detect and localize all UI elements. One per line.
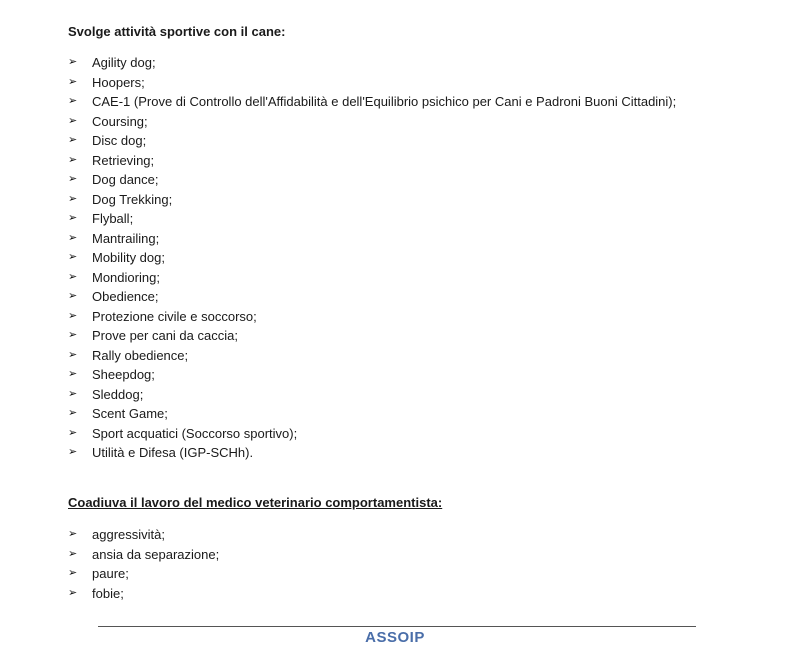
arrow-bullet-icon: ➢ xyxy=(68,329,78,341)
arrow-bullet-icon: ➢ xyxy=(68,309,78,322)
arrow-bullet-icon: ➢ xyxy=(68,114,78,127)
arrow-bullet-icon: ➢ xyxy=(68,56,78,68)
arrow-bullet-icon: ➢ xyxy=(68,446,78,458)
arrow-bullet-icon: ➢ xyxy=(68,270,78,283)
arrow-bullet-icon: ➢ xyxy=(68,95,78,107)
vet-heading: Coadiuva il lavoro del medico veterinario comportamentista: xyxy=(68,495,443,510)
arrow-bullet-icon: ➢ xyxy=(68,231,78,244)
arrow-bullet-icon: ➢ xyxy=(68,251,78,263)
arrow-bullet-icon: ➢ xyxy=(68,134,78,146)
sports-heading: Svolge attività sportive con il cane: xyxy=(68,24,286,39)
footer-divider xyxy=(98,626,696,627)
arrow-bullet-icon: ➢ xyxy=(68,290,78,302)
arrow-bullet-icon: ➢ xyxy=(68,586,78,599)
document-page: Svolge attività sportive con il cane: ➢ Agility dog; ➢ Hoopers; ➢ CAE-1 (Prove di Controllo dell'Affidabilità e dell'Equilibrio psichico per Cani e Padroni Buoni Cittadini); ➢ Coursing; ➢ Disc dog; ➢ Retrieving; ➢ Dog dance; ➢ Dog Trekking; ➢ Flyball; ➢ Mantrailing; ➢ Mobility dog; ➢ Mondioring; ➢ Obedience; ➢ Protezione civile e soccorso; ➢ Prove per cani da caccia; ➢ Rally obedience; ➢ Sheepdog; ➢ Sleddog; ➢ Scent Game; ➢ Sport acquatici (Soccorso sportivo); ➢ Utilità e Difesa (IGP-SCHh). Coadiuva il lavoro del medico veterinario comportamentista: ➢ aggressività; ➢ ansia da separazione; ➢ paure; ➢ fobie; ASSOIP xyxy=(0,0,800,654)
footer-brand: ASSOIP xyxy=(365,629,425,646)
arrow-bullet-icon: ➢ xyxy=(68,387,78,400)
arrow-bullet-icon: ➢ xyxy=(68,567,78,579)
arrow-bullet-icon: ➢ xyxy=(68,212,78,224)
arrow-bullet-icon: ➢ xyxy=(68,407,78,419)
arrow-bullet-icon: ➢ xyxy=(68,547,78,560)
arrow-bullet-icon: ➢ xyxy=(68,153,78,166)
arrow-bullet-icon: ➢ xyxy=(68,173,78,185)
arrow-bullet-icon: ➢ xyxy=(68,426,78,439)
arrow-bullet-icon: ➢ xyxy=(68,528,78,540)
arrow-bullet-icon: ➢ xyxy=(68,192,78,205)
arrow-bullet-icon: ➢ xyxy=(68,348,78,361)
arrow-bullet-icon: ➢ xyxy=(68,75,78,88)
arrow-bullet-icon: ➢ xyxy=(68,368,78,380)
